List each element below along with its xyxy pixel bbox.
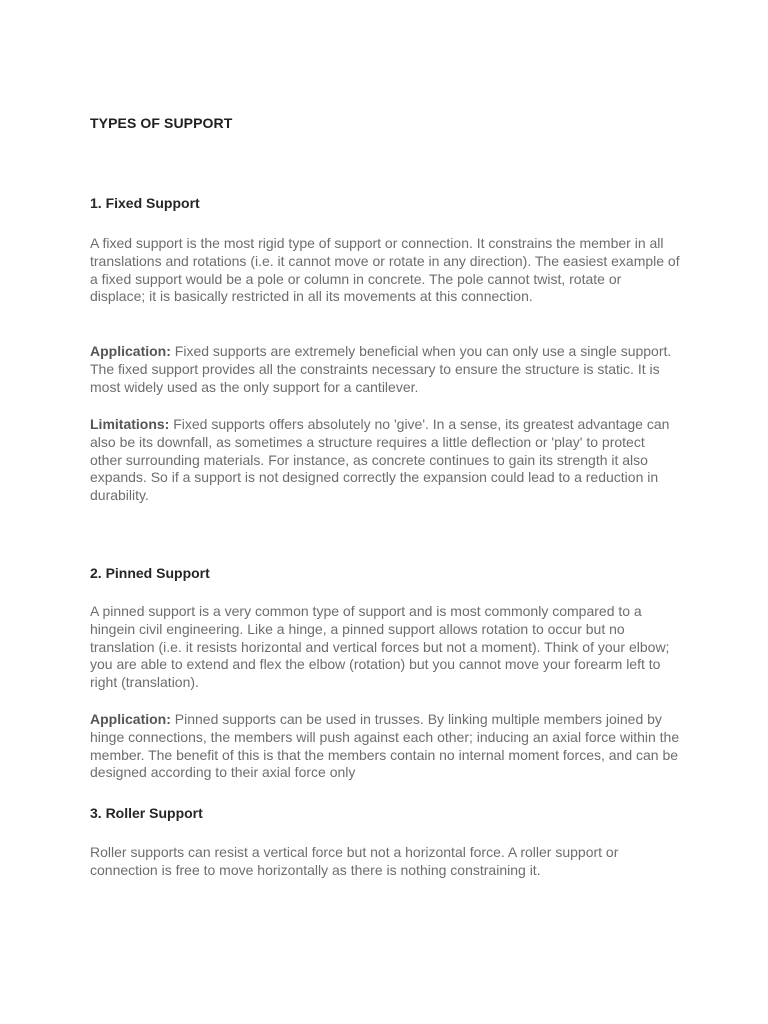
application-label: Application: [90, 343, 171, 359]
fixed-support-limitations [90, 416, 680, 505]
limitations-label: Limitations: [90, 416, 170, 432]
application-text: Pinned supports can be used in trusses. By linking multiple members joined by hinge connections, the members will push against each other; inducing an axial force within the member. The benefit of this is that the members contain no internal moment forces, and can be designed according to their axial force only [90, 711, 680, 781]
document-title: TYPES OF SUPPORT [90, 115, 233, 131]
pinned-support-intro: A pinned support is a very common type of support and is most commonly compared to a hingein civil engineering. Like a hinge, a pinned support allows rotation to occur but no translation (i.e. it resists horizontal and vertical forces but not a moment). Think of your elbow; you are able to extend and flex the elbow (rotation) but you cannot move your forearm left to right (translation). [90, 603, 670, 691]
application-label: Application: [90, 711, 171, 727]
pinned-support-application [90, 711, 680, 782]
section-heading-roller-support: 3. Roller Support [90, 805, 203, 821]
section-heading-fixed-support: 1. Fixed Support [90, 195, 200, 211]
fixed-support-application [90, 343, 680, 396]
roller-support-intro: Roller supports can resist a vertical force but not a horizontal force. A roller support or connection is free to move horizontally as there is nothing constraining it. [90, 844, 619, 878]
section-heading-pinned-support: 2. Pinned Support [90, 565, 210, 581]
fixed-support-intro: A fixed support is the most rigid type of support or connection. It constrains the member in all translations and rotations (i.e. it cannot move or rotate in any direction). The easiest example of a fixed support would be a pole or column in concrete. The pole cannot twist, rotate or displace; it is basically restricted in all its movements at this connection. [90, 235, 680, 305]
application-text: Fixed supports are extremely beneficial when you can only use a single support. The fixed support provides all the constraints necessary to ensure the structure is static. It is most widely used as the only support for a cantilever. [90, 343, 672, 395]
limitations-text: Fixed supports offers absolutely no 'give'. In a sense, its greatest advantage can also be its downfall, as sometimes a structure requires a little deflection or 'play' to protect other surrounding materials. For instance, as concrete continues to gain its strength it also expands. So if a support is not designed correctly the expansion could lead to a reduction in durability. [90, 416, 670, 504]
